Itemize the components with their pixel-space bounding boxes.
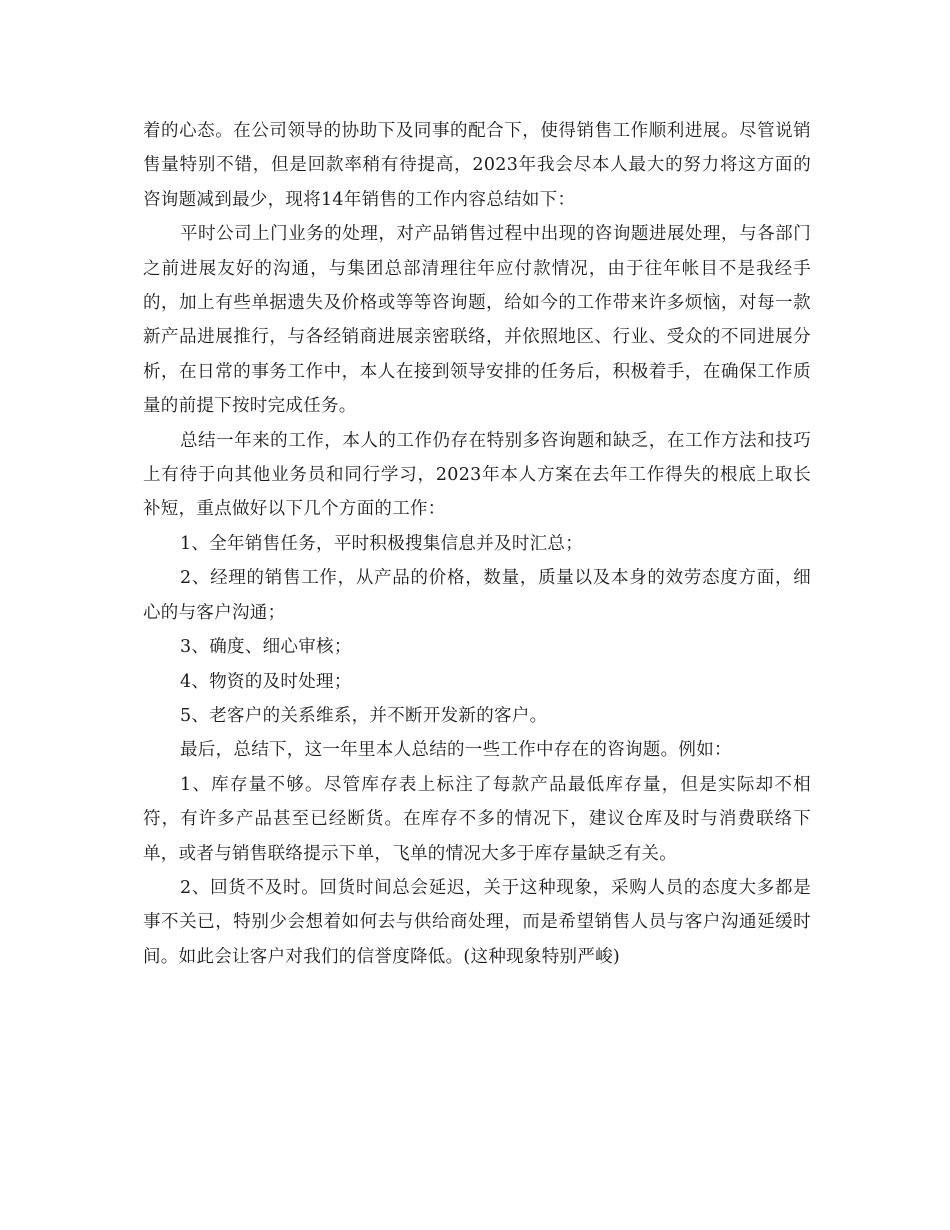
paragraph-continuation: 着的心态。在公司领导的协助下及同事的配合下，使得销售工作顺利进展。尽管说销售量特别不错，但是回款率稍有待提高，2023年我会尽本人最大的努力将这方面的咨询题减到最少，现将14年销售的工作内容总结如下： [143,121,811,210]
list-item-4: 4、物资的及时处理； [180,671,352,692]
paragraph-daily-business: 平时公司上门业务的处理，对产品销售过程中出现的咨询题进展处理，与各部门之前进展友好的沟通，与集团总部清理往年应付款情况，由于往年帐目不是我经手的，加上有些单据遗失及价格或等等咨询题，给如今的工作带来许多烦恼，对每一款新产品进展推行，与各经销商进展亲密联络，并依照地区、行业、受众的不同进展分析，在日常的事务工作中，本人在接到领导安排的任务后，积极着手，在确保工作质量的前提下按时完成任务。 [143,224,811,417]
paragraph-summary-plan: 总结一年来的工作，本人的工作仍存在特别多咨询题和缺乏，在工作方法和技巧上有待于向其他业务员和同行学习，2023年本人方案在去年工作得失的根底上取长补短，重点做好以下几个方面的工作： [143,430,811,520]
list-item-3: 3、确度、细心审核； [180,637,352,658]
document-body [143,114,811,974]
list-item-5: 5、老客户的关系维系，并不断开发新的客户。 [180,705,548,726]
paragraph-problems-intro: 最后，总结下，这一年里本人总结的一些工作中存在的咨询题。例如： [180,740,732,761]
problem-item-2: 2、回货不及时。回货时间总会延迟，关于这种现象，采购人员的态度大多都是事不关已，特别少会想着如何去与供给商处理，而是希望销售人员与客户沟通延缓时间。如此会让客户对我们的信誉度降低。(这种现象特别严峻) [143,877,811,967]
list-item-1: 1、全年销售任务，平时积极搜集信息并及时汇总； [180,533,584,554]
list-item-2: 2、经理的销售工作，从产品的价格，数量，质量以及本身的效劳态度方面，细心的与客户沟通； [143,568,811,623]
problem-item-1: 1、库存量不够。尽管库存表上标注了每款产品最低库存量，但是实际却不相符，有许多产品甚至已经断货。在库存不多的情况下，建议仓库及时与消费联络下单，或者与销售联络提示下单，飞单的情况大多于库存量缺乏有关。 [143,774,811,864]
